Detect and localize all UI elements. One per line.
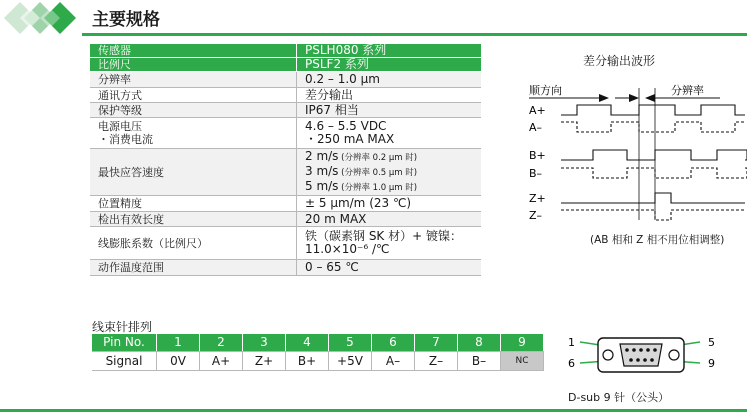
- waveform-note: (AB 相和 Z 相不用位相调整): [590, 234, 725, 246]
- pin-table: [92, 334, 544, 371]
- pin-signal-cell: B–: [458, 352, 501, 371]
- spec-row: [90, 196, 481, 212]
- signal-wave: [561, 193, 745, 203]
- page-title: 主要规格: [92, 10, 160, 30]
- connector-label: D-sub 9 针（公头）: [568, 391, 670, 404]
- pin-signal-cell: 0V: [157, 352, 200, 371]
- signal-label: Z+: [529, 192, 546, 205]
- signal-label: B–: [529, 167, 543, 180]
- signal-label: A–: [529, 121, 543, 134]
- pin-signal-cell: A–: [372, 352, 415, 371]
- spec-key: 通讯方式: [90, 88, 297, 103]
- direction-label: 顺方向: [529, 84, 562, 97]
- spec-row: [90, 227, 481, 260]
- pin-header-row: [92, 334, 544, 352]
- pin-number-cell: 3: [243, 334, 286, 352]
- header-divider: [82, 33, 747, 36]
- spec-key: 线膨胀系数（比例尺）: [90, 227, 297, 260]
- resolution-label: 分辨率: [671, 84, 704, 97]
- spec-value: 铁（碳素钢 SK 材）+ 镀镍： 11.0×10⁻⁶ /℃: [297, 227, 482, 260]
- spec-value: 2 m/s (分辨率 0.2 μm 时) 3 m/s (分辨率 0.5 μm 时) 5 m/s (分辨率 1.0 μm 时): [297, 149, 482, 196]
- spec-key: 最快应答速度: [90, 149, 297, 196]
- pin-label-5: 5: [708, 336, 715, 349]
- spec-key: 比例尺: [90, 58, 297, 72]
- spec-value: IP67 相当: [297, 103, 482, 118]
- signal-label: Z–: [529, 209, 543, 222]
- spec-row: [90, 58, 481, 72]
- pin-signal-cell: NC: [501, 352, 544, 371]
- direction-arrow-icon: [599, 94, 609, 102]
- spec-value: 0.2 – 1.0 μm: [297, 72, 482, 88]
- signal-label: A+: [529, 104, 546, 117]
- spec-value: ± 5 μm/m (23 ℃): [297, 196, 482, 212]
- signal-wave: [561, 150, 747, 160]
- signal-wave-inverted: [561, 168, 747, 178]
- spec-row: [90, 44, 481, 58]
- pin-signal-row: [92, 352, 544, 371]
- spec-row: [90, 260, 481, 276]
- spec-key: 位置精度: [90, 196, 297, 212]
- spec-table: [90, 44, 481, 276]
- pin-number-cell: 5: [329, 334, 372, 352]
- pin-number-cell: 9: [501, 334, 544, 352]
- spec-row: [90, 212, 481, 227]
- spec-key: 保护等级: [90, 103, 297, 118]
- pin-number-cell: 1: [157, 334, 200, 352]
- pin-signal-cell: A+: [200, 352, 243, 371]
- diamond-logo-icon: [0, 0, 80, 36]
- pin-signal-cell: Z+: [243, 352, 286, 371]
- spec-key: 传感器: [90, 44, 297, 58]
- pin-signal-cell: Z–: [415, 352, 458, 371]
- footer-divider: [0, 409, 747, 412]
- spec-value: 4.6 – 5.5 VDC ・250 mA MAX: [297, 118, 482, 149]
- pin-number-cell: Pin No.: [92, 334, 157, 352]
- signal-wave-inverted: [561, 122, 745, 132]
- pin-number-cell: 7: [415, 334, 458, 352]
- pin-signal-cell: Signal: [92, 352, 157, 371]
- spec-key: 电源电压 ・消费电流: [90, 118, 297, 149]
- pin-number-cell: 2: [200, 334, 243, 352]
- pin-section-title: 线束针排列: [92, 320, 153, 334]
- spec-value: 20 m MAX: [297, 212, 482, 227]
- pin-signal-cell: B+: [286, 352, 329, 371]
- spec-key: 动作温度范围: [90, 260, 297, 276]
- signal-wave-inverted: [561, 210, 745, 220]
- spec-key: 分辨率: [90, 72, 297, 88]
- spec-row: [90, 118, 481, 149]
- pin-number-cell: 6: [372, 334, 415, 352]
- pin-label-9: 9: [708, 357, 715, 370]
- pin-number-cell: 4: [286, 334, 329, 352]
- waveform-diagram: [525, 70, 747, 230]
- spec-row: [90, 72, 481, 88]
- spec-row: [90, 103, 481, 118]
- spec-value: 差分输出: [297, 88, 482, 103]
- waveform-title: 差分输出波形: [583, 54, 656, 68]
- spec-row: [90, 88, 481, 103]
- pin-number-cell: 8: [458, 334, 501, 352]
- pin-label-1: 1: [568, 336, 575, 349]
- spec-value: PSLF2 系列: [297, 58, 482, 72]
- spec-key: 检出有效长度: [90, 212, 297, 227]
- spec-value: 0 – 65 ℃: [297, 260, 482, 276]
- pin-signal-cell: +5V: [329, 352, 372, 371]
- signal-label: B+: [529, 149, 546, 162]
- signal-wave: [561, 105, 745, 115]
- spec-row: [90, 149, 481, 196]
- spec-value: PSLH080 系列: [297, 44, 482, 58]
- pin-label-6: 6: [568, 357, 575, 370]
